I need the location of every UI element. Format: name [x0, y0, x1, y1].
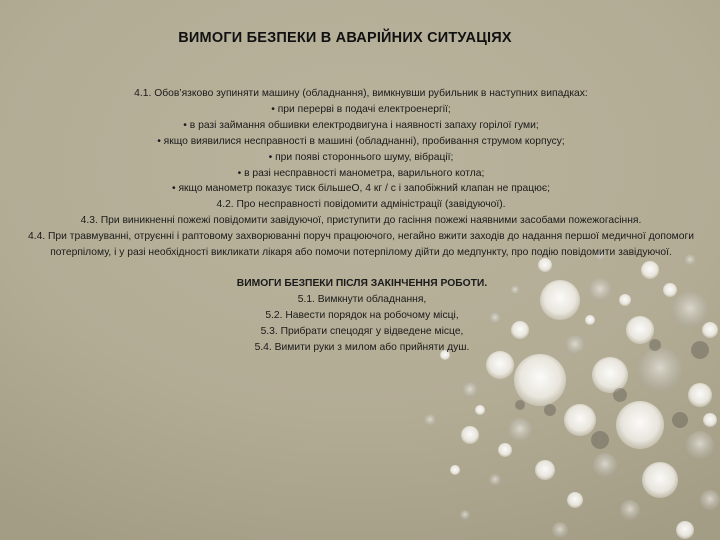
bokeh-circle: [462, 382, 478, 398]
bokeh-circle: [498, 443, 512, 457]
bokeh-circle: [508, 418, 532, 442]
bokeh-circle: [672, 292, 708, 328]
rule-line: • в разі несправності манометра, варильного котла;: [237, 167, 485, 179]
bokeh-circle: [616, 401, 664, 449]
rule-line: • якщо виявилися несправності в машині (обладнанні), пробивання струмом корпусу;: [157, 135, 565, 147]
rule-line: 5.4. Вимити руки з милом або прийняти душ.: [254, 341, 470, 353]
bokeh-circle: [592, 357, 628, 393]
rule-line: 4.3. При виникненні пожежі повідомити завідуючої, приступити до гасіння пожежі наявними засобами пожежогасіння.: [80, 215, 642, 227]
rule-line: 4.1. Обов’язково зупиняти машину (обладнання), вимкнувши рубильник в наступних випадках:: [134, 88, 588, 99]
rule-line: 4.4. При травмуванні, отруєнні і раптовому захворюванні поруч працюючого, негайно вжити заходів до надання першої медичної допомоги потерпілому, і у разі необхідності викликати лікаря або помочи потерпілому дійти до медпункту, про подію повідомити завідуючої.: [28, 231, 694, 259]
bokeh-circle: [593, 453, 617, 477]
bokeh-circle: [489, 474, 501, 486]
rule-line: 5.3. Прибрати спецодяг у відведене місце,: [260, 325, 464, 337]
rule-line: • при перерві в подачі електроенергії;: [271, 103, 451, 115]
bokeh-circle: [424, 414, 436, 426]
bokeh-circle: [620, 500, 640, 520]
bokeh-circle: [619, 294, 631, 306]
bokeh-circle: [460, 510, 470, 520]
bokeh-circle: [686, 431, 714, 459]
bokeh-circle: [676, 521, 694, 539]
bokeh-circle: [544, 404, 556, 416]
rule-line: • в разі займання обшивки електродвигуна і наявності запаху горілої гуми;: [183, 119, 539, 131]
bokeh-circle: [540, 280, 580, 320]
bokeh-circle: [514, 354, 566, 406]
bokeh-circle: [638, 348, 682, 392]
page-title: ВИМОГИ БЕЗПЕКИ В АВАРІЙНИХ СИТУАЦІЯХ: [178, 30, 512, 46]
bokeh-circle: [691, 341, 709, 359]
bokeh-circle: [475, 405, 485, 415]
bokeh-circle: [535, 460, 555, 480]
bokeh-circle: [450, 465, 460, 475]
bokeh-circle: [688, 383, 712, 407]
bokeh-circle: [642, 462, 678, 498]
bokeh-circle: [663, 283, 677, 297]
rule-line: • якщо манометр показує тиск більшеО, 4 кг / с і запобіжний клапан не працює;: [172, 183, 550, 195]
rule-line: 4.2. Про несправності повідомити адміністрації (завідуючої).: [216, 199, 506, 211]
emergency-rules-text: [14, 86, 708, 261]
rule-line: • при появі стороннього шуму, вібрації;: [268, 151, 454, 163]
section-heading: ВИМОГИ БЕЗПЕКИ ПІСЛЯ ЗАКІНЧЕННЯ РОБОТИ.: [236, 278, 488, 289]
bokeh-circle: [585, 315, 595, 325]
bokeh-circle: [567, 492, 583, 508]
bokeh-circle: [649, 339, 661, 351]
bokeh-circle: [703, 413, 717, 427]
bokeh-circle: [461, 426, 479, 444]
bokeh-circle: [702, 322, 718, 338]
bokeh-circle: [613, 388, 627, 402]
bokeh-circle: [700, 490, 720, 510]
rule-line: 5.1. Вимкнути обладнання,: [297, 293, 427, 305]
bokeh-circle: [641, 261, 659, 279]
bokeh-circle: [565, 335, 585, 355]
after-work-rules: [212, 276, 512, 356]
bokeh-circle: [626, 316, 654, 344]
rule-line: 5.2. Навести порядок на робочому місці,: [265, 309, 459, 321]
bokeh-circle: [515, 400, 525, 410]
bokeh-circle: [511, 321, 529, 339]
bokeh-circle: [588, 278, 612, 302]
bokeh-circle: [591, 431, 609, 449]
bokeh-circle: [672, 412, 688, 428]
bokeh-circle: [552, 522, 568, 538]
bokeh-circle: [564, 404, 596, 436]
